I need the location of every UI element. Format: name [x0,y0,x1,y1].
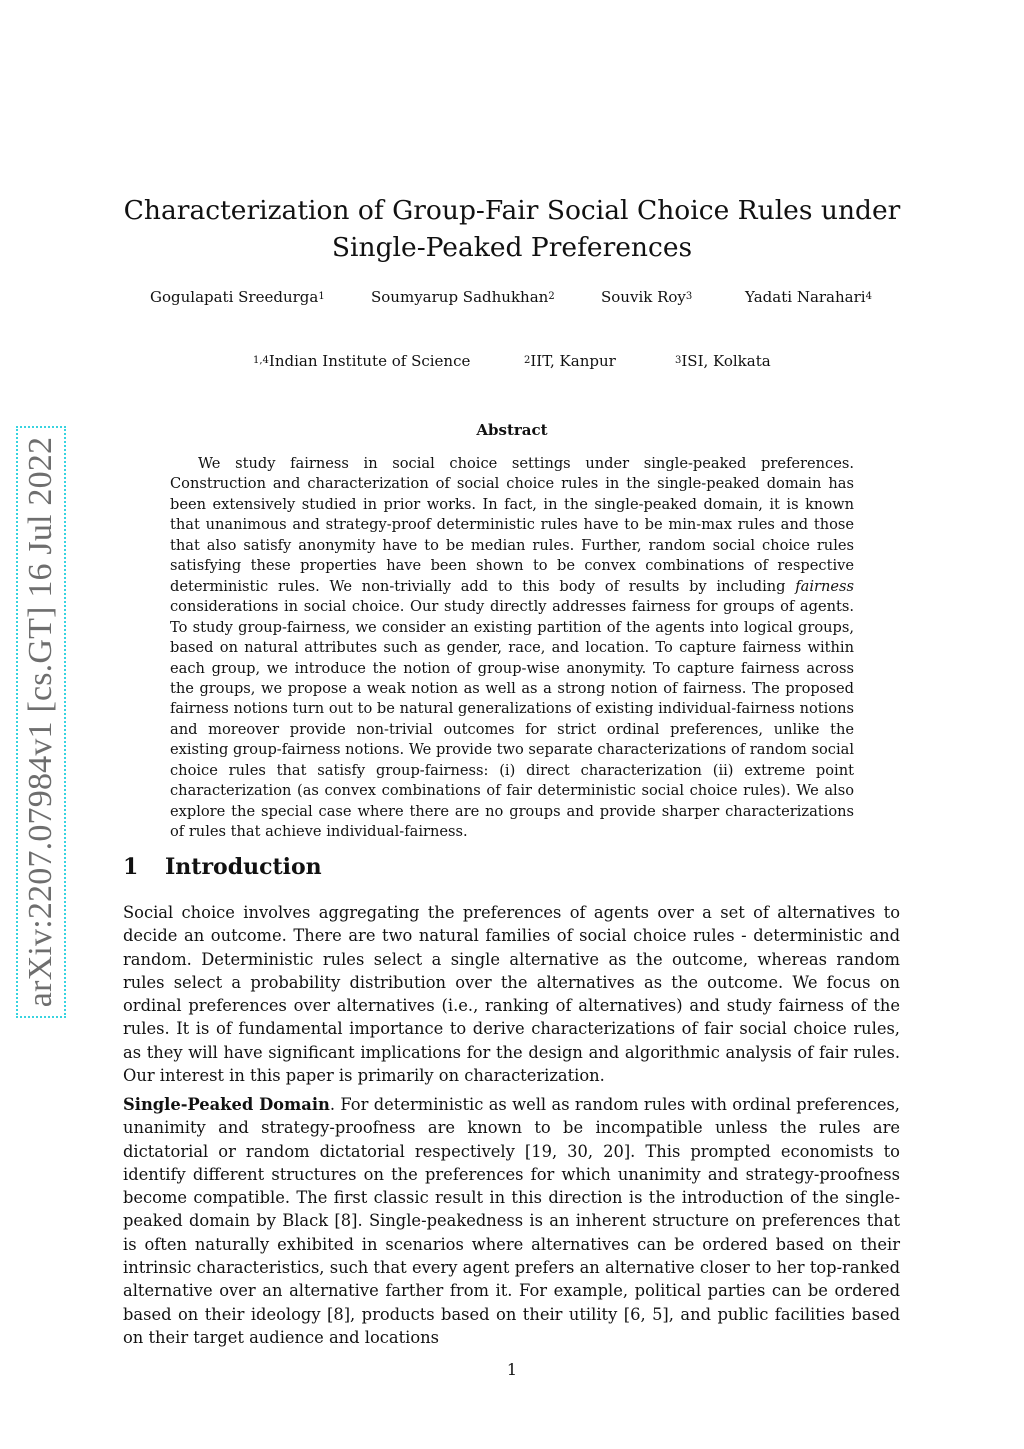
abstract-body [170,454,854,843]
paper-title-line-2: Single-Peaked Preferences [331,232,693,263]
affiliation-name: IIT, Kanpur [530,352,616,370]
paper-title [0,192,1024,266]
abstract-text-start: We study fairness in social choice settings under single-peaked preferences. Construction and characterization of social choice rules in the single-peaked domain has been extensively studied in prior works. In fact, in the single-peaked domain, it is known that unanimous and strategy-proof deterministic rules have to be min-max rules and those that also satisfy anonymity have to be median rules. Further, random social choice rules satisfying these properties have been shown to be convex combinations of respective deterministic rules. We non-trivially add to this body of results by including [170,455,854,595]
abstract-emphasis: fairness [795,577,854,595]
author-affiliation-mark: 2 [548,291,555,302]
abstract-heading: Abstract [476,421,548,439]
section-title: Introduction [165,854,322,880]
author-name: Gogulapati Sreedurga [150,288,319,306]
author [745,288,872,306]
arxiv-identifier: arXiv:2207.07984v1 [cs.GT] 16 Jul 2022 [22,436,59,1008]
author [371,288,555,306]
single-peaked-paragraph [123,1093,900,1349]
author-affiliation-mark: 1 [318,291,325,302]
author [150,288,325,306]
page-number: 1 [506,1360,518,1379]
single-peaked-text-block [123,1093,900,1349]
affiliation-mark: 2 [524,355,531,366]
author-name: Soumyarup Sadhukhan [371,288,549,306]
affiliation [675,352,771,370]
arxiv-stamp [16,426,66,1018]
paragraph-run-in-heading: Single-Peaked Domain [123,1095,330,1114]
abstract-paragraph [170,454,854,843]
section-heading [123,854,322,880]
author-name: Yadati Narahari [745,288,866,306]
abstract-text-end: considerations in social choice. Our study directly addresses fairness for groups of agents. To study group-fairness, we consider an existing partition of the agents into logical groups, based on natural attributes such as gender, race, and location. To capture fairness within each group, we introduce the notion of group-wise anonymity. To capture fairness across the groups, we propose a weak notion as well as a strong notion of fairness. The proposed fairness notions turn out to be natural generalizations of existing individual-fairness notions and moreover provide non-trivial outcomes for strict ordinal preferences, unlike the existing group-fairness notions. We provide two separate characterizations of random social choice rules that satisfy group-fairness: (i) direct characterization (ii) extreme point characterization (as convex combinations of fair deterministic social choice rules). We also explore the special case where there are no groups and provide sharper characterizations of rules that achieve individual-fairness. [170,598,854,841]
intro-text: Social choice involves aggregating the preferences of agents over a set of alternatives to decide an outcome. There are two natural families of social choice rules - deterministic and random. Deterministic rules select a single alternative as the outcome, whereas random rules select a probability distribution over the alternatives as the outcome. We focus on ordinal preferences over alternatives (i.e., ranking of alternatives) and study fairness of the rules. It is of fundamental importance to derive characterizations of fair social choice rules, as they will have significant implications for the design and algorithmic analysis of fair rules. Our interest in this paper is primarily on characterization. [123,903,900,1086]
author-name: Souvik Roy [601,288,686,306]
affiliation-mark: 1,4 [253,355,269,366]
author-affiliation-mark: 3 [685,291,693,302]
affiliation [253,352,470,370]
affiliation-name: ISI, Kolkata [681,352,771,370]
affiliation-mark: 3 [675,355,682,366]
intro-paragraph [123,901,900,1087]
paper-title-line-1: Characterization of Group-Fair Social Choice Rules under [123,195,901,226]
author [601,288,692,306]
single-peaked-text: . For deterministic as well as random rules with ordinal preferences, unanimity and strategy-proofness are known to be incompatible unless the rules are dictatorial or random dictatorial respectively [19, 30, 20]. This prompted economists to identify different structures on the preferences for which unanimity and strategy-proofness become compatible. The first classic result in this direction is the introduction of the single-peaked domain by Black [8]. Single-peakedness is an inherent structure on preferences that is often naturally exhibited in scenarios where alternatives can be ordered based on their intrinsic characteristics, such that every agent prefers an alternative closer to her top-ranked alternative over an alternative farther from it. For example, political parties can be ordered based on their ideology [8], products based on their utility [6, 5], and public facilities based on their target audience and locations [123,1095,900,1347]
section-number: 1 [123,854,139,880]
author-affiliation-mark: 4 [865,291,872,302]
affiliation [524,352,616,370]
affiliation-name: Indian Institute of Science [268,352,471,370]
